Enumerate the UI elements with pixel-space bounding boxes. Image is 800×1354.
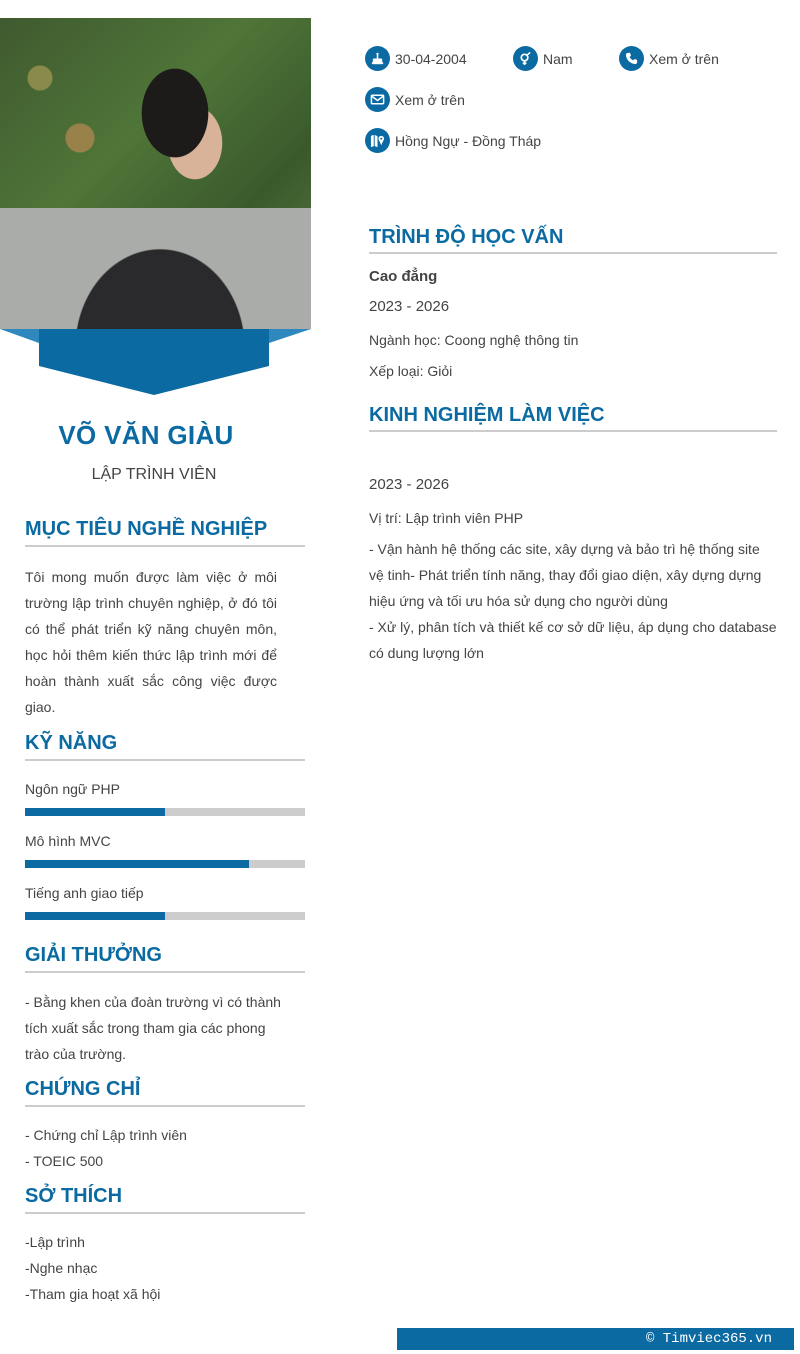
- address-value: Hồng Ngự - Đồng Tháp: [395, 132, 542, 149]
- contact-email: [365, 87, 465, 112]
- objective-text: Tôi mong muốn được làm việc ở môi trường lập trình chuyên nghiệp, ở đó tôi có thể phát triển kỹ năng chuyên môn, học hỏi thêm kiến thức lập trình mới để hoàn thành xuất sắc công việc được giao.: [25, 569, 277, 715]
- section-title-skills: KỸ NĂNG: [25, 732, 118, 754]
- hobby-item: -Lập trình: [25, 1234, 85, 1250]
- section-divider: [25, 1105, 305, 1107]
- footer-watermark: © Timviec365.vn: [397, 1328, 794, 1350]
- section-title-awards: GIẢI THƯỞNG: [25, 944, 162, 966]
- experience-description: - Xử lý, phân tích và thiết kế cơ sở dữ liệu, áp dụng cho database có dung lượng lớn: [369, 619, 777, 661]
- section-divider: [25, 545, 305, 547]
- envelope-icon: [365, 87, 390, 112]
- phone-icon: [619, 46, 644, 71]
- skill-bar-fill: [25, 808, 165, 816]
- experience-description: - Vận hành hệ thống các site, xây dựng và bảo trì hệ thống site vệ tinh- Phát triển tính năng, thay đổi giao diện, xây dựng dựng hiệu ứng và tối ưu hóa sử dụng cho người dùng: [369, 541, 762, 609]
- skill-label: Ngôn ngữ PHP: [25, 781, 120, 797]
- experience-position: Vị trí: Lập trình viên PHP: [369, 510, 524, 526]
- profile-photo: [0, 18, 311, 329]
- section-title-certificates: CHỨNG CHỈ: [25, 1078, 141, 1100]
- skill-bar-fill: [25, 912, 165, 920]
- certificate-item: - Chứng chỉ Lập trình viên: [25, 1127, 187, 1143]
- education-rank: Xếp loại: Giỏi: [369, 363, 453, 379]
- photo-banner-ribbon: [39, 329, 269, 395]
- education-period: 2023 - 2026: [369, 298, 450, 315]
- education-major: Ngành học: Coong nghệ thông tin: [369, 332, 579, 348]
- contact-gender: [513, 46, 573, 71]
- candidate-role: LẬP TRÌNH VIÊN: [91, 466, 217, 483]
- gender-value: Nam: [543, 50, 573, 67]
- hobby-item: -Tham gia hoạt xã hội: [25, 1286, 161, 1302]
- skill-label: Tiếng anh giao tiếp: [25, 885, 144, 901]
- section-divider: [25, 759, 305, 761]
- section-title-experience: KINH NGHIỆM LÀM VIỆC: [369, 404, 605, 426]
- section-title-hobbies: SỞ THÍCH: [25, 1185, 123, 1207]
- section-divider: [25, 1212, 305, 1214]
- awards-text: - Bằng khen của đoàn trường vì có thành tích xuất sắc trong tham gia các phong trào của trường.: [25, 994, 281, 1062]
- skill-label: Mô hình MVC: [25, 833, 111, 849]
- section-title-education: TRÌNH ĐỘ HỌC VẤN: [369, 226, 564, 248]
- section-title-objective: MỤC TIÊU NGHỀ NGHIỆP: [25, 518, 268, 540]
- section-divider: [369, 430, 777, 432]
- skill-bar: [25, 808, 305, 816]
- experience-period: 2023 - 2026: [369, 476, 450, 493]
- gender-icon: [513, 46, 538, 71]
- email-value: Xem ở trên: [395, 91, 465, 108]
- phone-value: Xem ở trên: [649, 50, 719, 67]
- certificate-item: - TOEIC 500: [25, 1153, 104, 1169]
- profile-photo-image: [0, 18, 311, 329]
- education-school: Cao đẳng: [369, 268, 438, 285]
- map-pin-icon: [365, 128, 390, 153]
- birthday-cake-icon: [365, 46, 390, 71]
- skill-bar: [25, 912, 305, 920]
- hobby-item: -Nghe nhạc: [25, 1260, 98, 1276]
- section-divider: [369, 252, 777, 254]
- skill-bar: [25, 860, 305, 868]
- birthday-value: 30-04-2004: [395, 50, 467, 67]
- candidate-name: VÕ VĂN GIÀU: [58, 420, 234, 450]
- contact-phone: [619, 46, 719, 71]
- contact-address: [365, 128, 541, 153]
- section-divider: [25, 971, 305, 973]
- skill-bar-fill: [25, 860, 249, 868]
- contact-birthday: [365, 46, 467, 71]
